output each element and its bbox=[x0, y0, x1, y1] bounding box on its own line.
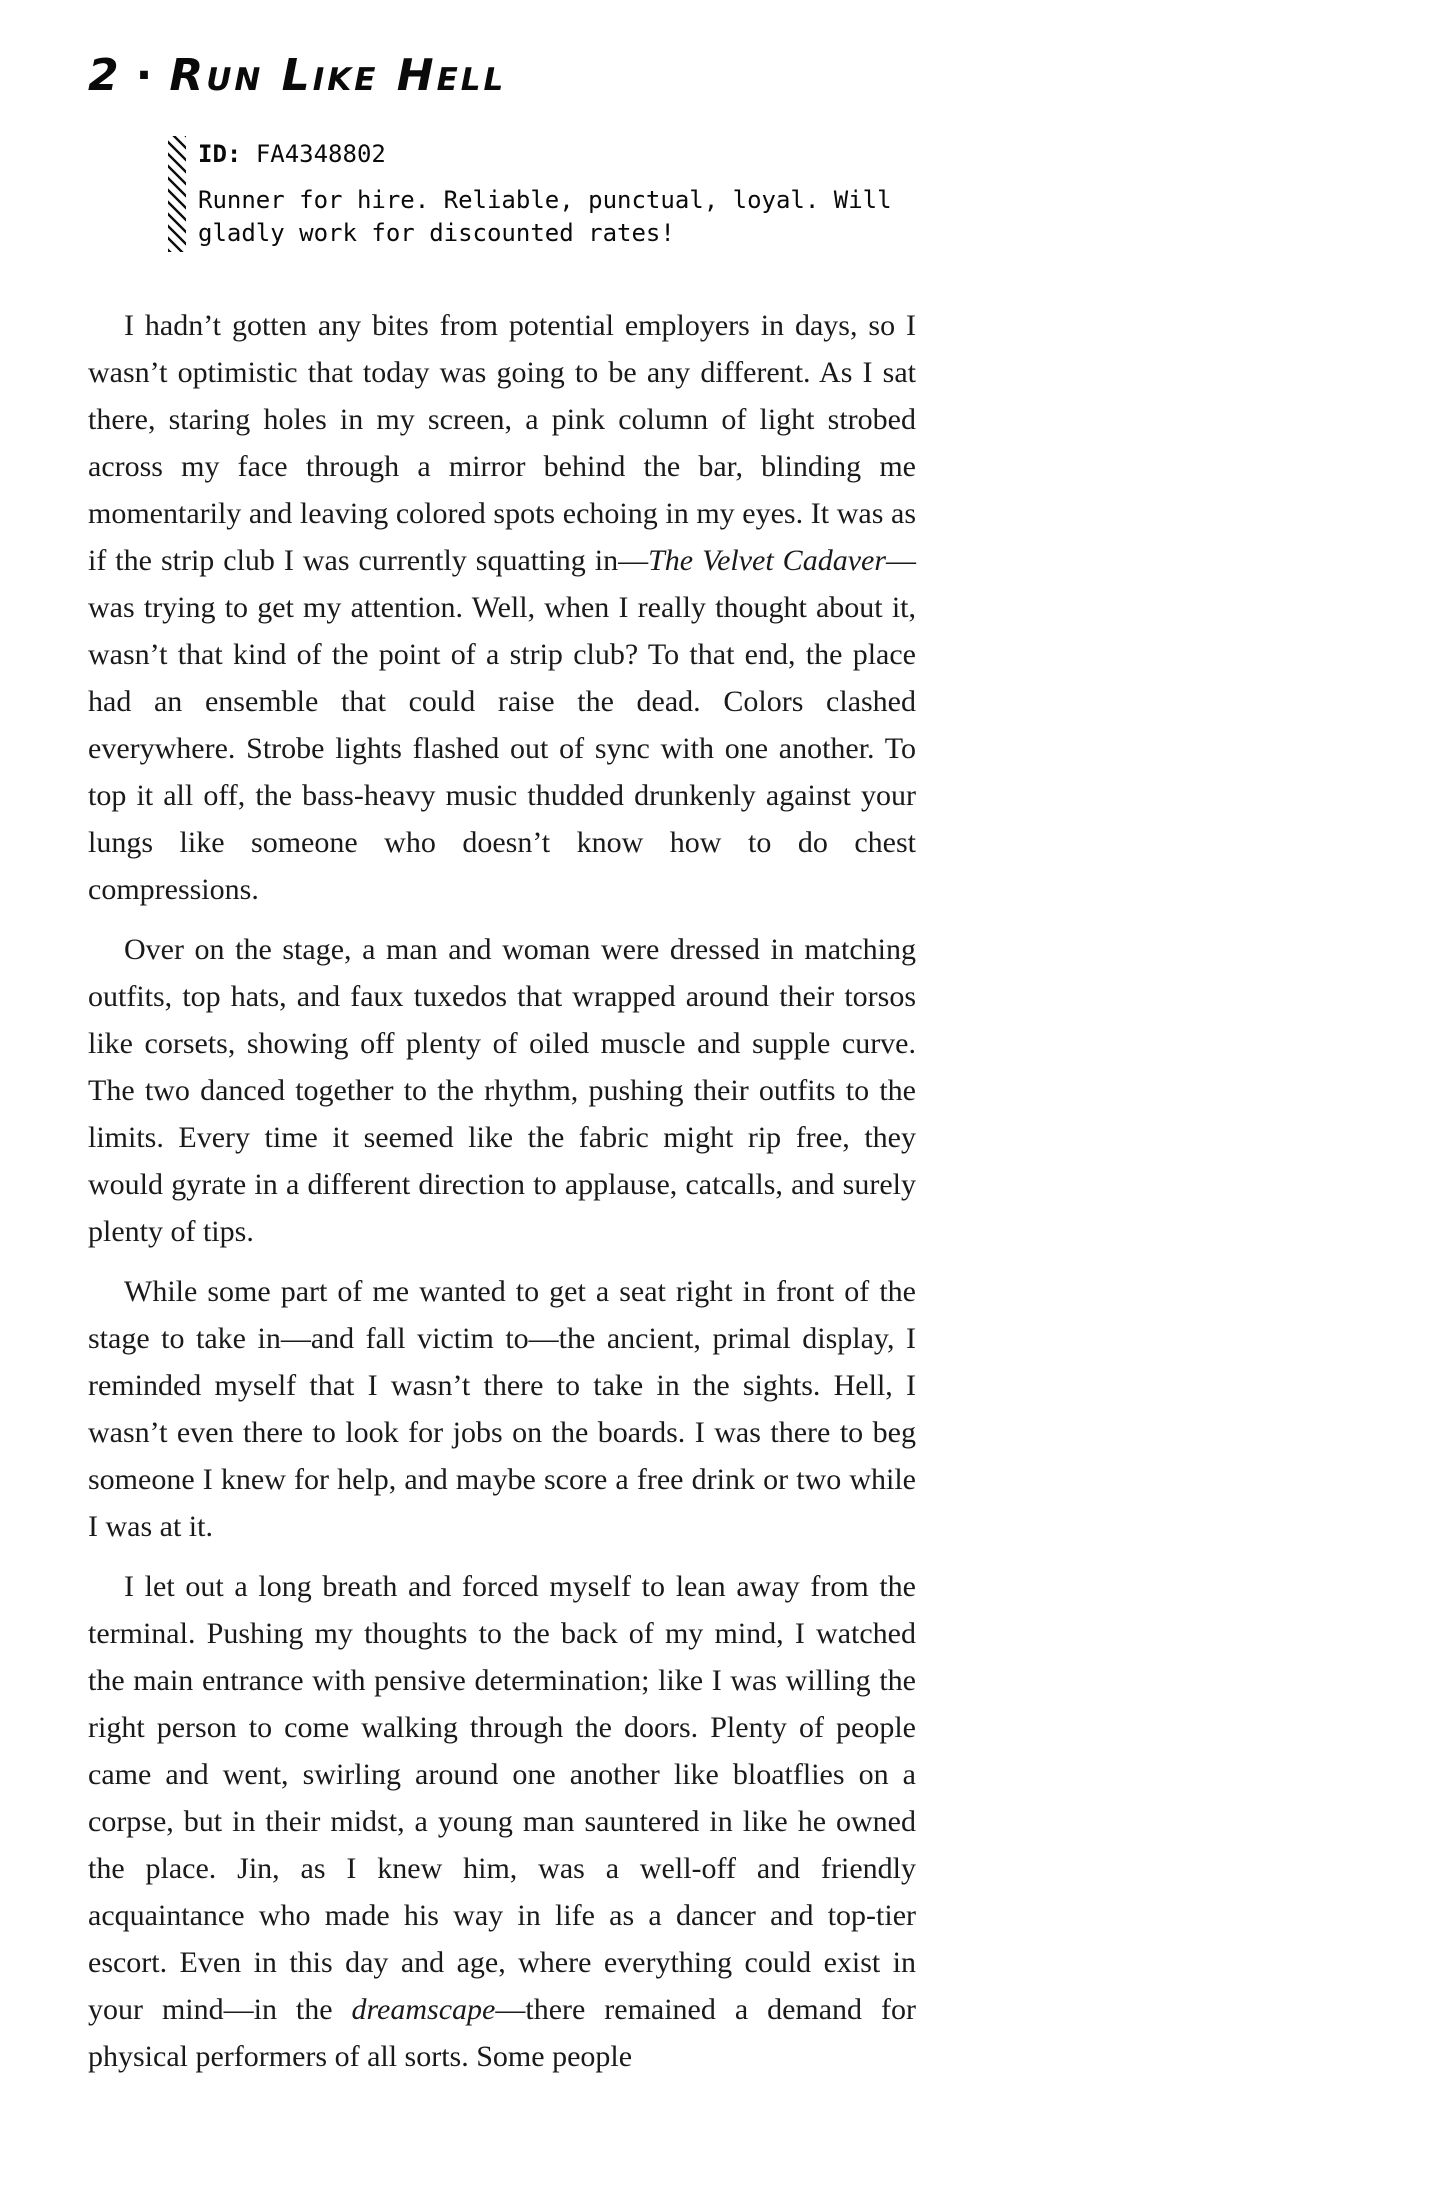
chapter-heading bbox=[88, 52, 916, 100]
text-segment: —was trying to get my attention. Well, when I really thought about it, wasn’t that kind of the point of a strip club? To that end, the place had an ensemble that could raise the dead. Colors clashed everywhere. Strobe lights flashed out of sync with one another. To top it all off, the bass-heavy music thudded drunkenly against your lungs like someone who doesn’t know how to do chest compressions. bbox=[88, 544, 916, 907]
text-segment: I hadn’t gotten any bites from potential employers in days, so I wasn’t optimistic that today was going to be any different. As I sat there, staring holes in my screen, a pink column of light strobed across my face through a mirror behind the bar, blinding me momentarily and leaving colored spots echoing in my eyes. It was as if the strip club I was currently squatting in— bbox=[88, 309, 916, 578]
chapter-title: Run Like Hell bbox=[169, 50, 507, 101]
paragraph bbox=[88, 926, 916, 1255]
text-segment: I let out a long breath and forced myself to lean away from the terminal. Pushing my thoughts to the back of my mind, I watched the main entrance with pensive determination; like I was willing the right person to come walking through the doors. Plenty of people came and went, swirling around one another like bloatflies on a corpse, but in their midst, a young man sauntered in like he owned the place. Jin, as I knew him, was a well-off and friendly acquaintance who made his way in life as a dancer and top-tier escort. Even in this day and age, where everything could exist in your mind—in the bbox=[88, 1570, 916, 2027]
hatch-left-rule bbox=[168, 136, 186, 252]
callout-id-line bbox=[198, 138, 898, 171]
text-segment: —there remained a demand for physical performers of all sorts. Some people bbox=[88, 1993, 916, 2074]
paragraph bbox=[88, 1268, 916, 1550]
italic-segment: The Velvet Cadaver bbox=[648, 544, 886, 578]
callout-message: Runner for hire. Reliable, punctual, loyal. Will gladly work for discounted rates! bbox=[198, 186, 892, 248]
id-label: ID: bbox=[198, 140, 242, 169]
chapter-number: 2 bbox=[88, 50, 122, 101]
id-value: FA4348802 bbox=[255, 140, 386, 169]
chapter-separator: · bbox=[135, 50, 156, 101]
body-text bbox=[88, 302, 916, 2080]
runner-ad-callout bbox=[168, 136, 916, 252]
paragraph bbox=[88, 302, 916, 913]
italic-segment: dreamscape bbox=[351, 1993, 496, 2027]
text-segment: While some part of me wanted to get a seat right in front of the stage to take in—and fall victim to—the ancient, primal display, I reminded myself that I wasn’t there to take in the sights. Hell, I wasn’t even there to look for jobs on the boards. I was there to beg someone I knew for help, and maybe score a free drink or two while I was at it. bbox=[88, 1275, 916, 1544]
callout-body bbox=[186, 136, 898, 252]
paragraph bbox=[88, 1563, 916, 2080]
text-segment: Over on the stage, a man and woman were dressed in matching outfits, top hats, and faux tuxedos that wrapped around their torsos like corsets, showing off plenty of oiled muscle and supple curve. The two danced together to the rhythm, pushing their outfits to the limits. Every time it seemed like the fabric might rip free, they would gyrate in a different direction to applause, catcalls, and surely plenty of tips. bbox=[88, 933, 916, 1249]
book-page bbox=[88, 52, 916, 2080]
